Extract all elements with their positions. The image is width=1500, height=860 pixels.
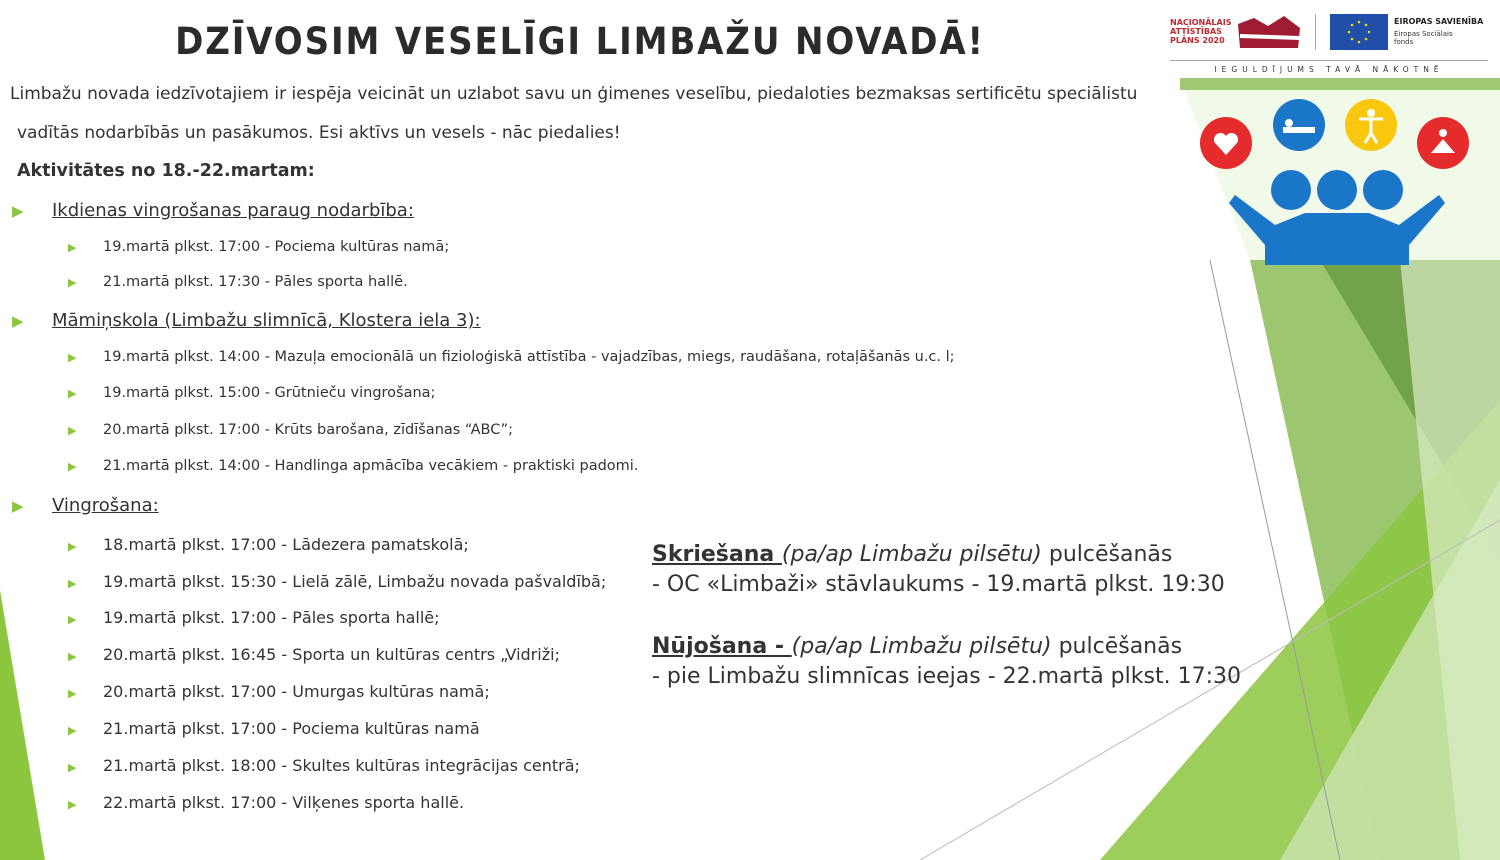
section-header: ▶ Vingrošana: [12, 495, 159, 516]
bullet-arrow-icon: ▶ [12, 202, 24, 220]
bullet-arrow-icon: ▶ [68, 577, 77, 590]
list-item: ▶ 19.martā plkst. 14:00 - Mazuļa emocionālā un fizioloģiskā attīstība - vajadzības, miegs, raudāšana, rotaļāšanās u.c. l; [68, 349, 955, 365]
section-header: ▶ Māmiņskola (Limbažu slimnīcā, Klostera iela 3): [12, 310, 481, 331]
bullet-arrow-icon: ▶ [68, 424, 77, 437]
bullet-arrow-icon: ▶ [68, 724, 77, 737]
bullet-arrow-icon: ▶ [12, 497, 24, 515]
bullet-arrow-icon: ▶ [68, 241, 77, 254]
list-item: ▶ 20.martā plkst. 16:45 - Sporta un kultūras centrs „Vidriži; [68, 645, 560, 664]
bullet-arrow-icon: ▶ [68, 540, 77, 553]
activities-heading: Aktivitātes no 18.-22.martam: [17, 161, 315, 181]
page-title: DZĪVOSIM VESELĪGI LIMBAŽU NOVADĀ! [175, 20, 985, 63]
list-item: ▶ 20.martā plkst. 17:00 - Umurgas kultūras namā; [68, 682, 490, 701]
health-people-illustration [1195, 95, 1480, 265]
intro-line-1: Limbažu novada iedzīvotajiem ir iespēja veicināt un uzlabot savu un ģimenes veselību, piedaloties bezmaksas sertificētu speciālistu [10, 84, 1138, 104]
bullet-arrow-icon: ▶ [68, 761, 77, 774]
section-header: ▶ Ikdienas vingrošanas paraug nodarbība: [12, 200, 414, 221]
running-info: Skriešana (pa/ap Limbažu pilsētu) pulcēšanās - OC «Limbaži» stāvlaukums - 19.martā plkst. 19:30 [652, 542, 1225, 597]
list-item: ▶ 19.martā plkst. 17:00 - Pāles sporta hallē; [68, 608, 440, 627]
list-item: ▶ 21.martā plkst. 17:30 - Pāles sporta hallē. [68, 274, 408, 290]
list-item: ▶ 21.martā plkst. 17:00 - Pociema kultūras namā [68, 719, 480, 738]
people-group-icon [1229, 170, 1445, 265]
bullet-arrow-icon: ▶ [68, 351, 77, 364]
slogan: IEGULDĪJUMS TAVĀ NĀKOTNĒ [1214, 65, 1444, 74]
bullet-arrow-icon: ▶ [68, 687, 77, 700]
eu-title: EIROPAS SAVIENĪBA [1394, 17, 1484, 26]
bullet-arrow-icon: ▶ [68, 460, 77, 473]
npp-logo-text: NACIONĀLAIS ATTĪSTĪBAS PLĀNS 2020 [1170, 18, 1232, 45]
list-item: ▶ 18.martā plkst. 17:00 - Lādezera pamatskolā; [68, 535, 469, 554]
bullet-arrow-icon: ▶ [68, 387, 77, 400]
list-item: ▶ 19.martā plkst. 17:00 - Pociema kultūras namā; [68, 239, 450, 255]
sleep-icon [1273, 99, 1325, 151]
bullet-arrow-icon: ▶ [68, 798, 77, 811]
list-item: ▶ 22.martā plkst. 17:00 - Vilķenes sporta hallē. [68, 793, 465, 812]
intro-line-2: vadītās nodarbībās un pasākumos. Esi aktīvs un vesels - nāc piedalies! [17, 123, 621, 143]
logos-banner [1170, 14, 1500, 84]
bullet-arrow-icon: ▶ [68, 613, 77, 626]
list-item: ▶ 19.martā plkst. 15:30 - Lielā zālē, Limbažu novada pašvaldībā; [68, 572, 607, 591]
list-item: ▶ 21.martā plkst. 18:00 - Skultes kultūras integrācijas centrā; [68, 756, 580, 775]
list-item: ▶ 19.martā plkst. 15:00 - Grūtnieču vingrošana; [68, 385, 436, 401]
nordic-walking-info: Nūjošana - (pa/ap Limbažu pilsētu) pulcēšanās - pie Limbažu slimnīcas ieejas - 22.martā plkst. 17:30 [652, 634, 1241, 689]
eu-flag-icon [1330, 14, 1388, 50]
bullet-arrow-icon: ▶ [68, 276, 77, 289]
bullet-arrow-icon: ▶ [68, 650, 77, 663]
list-item: ▶ 21.martā plkst. 14:00 - Handlinga apmācība vecākiem - praktiski padomi. [68, 458, 639, 474]
bullet-arrow-icon: ▶ [12, 312, 24, 330]
latvia-map-icon [1234, 14, 1304, 50]
list-item: ▶ 20.martā plkst. 17:00 - Krūts barošana, zīdīšanas “ABC”; [68, 422, 513, 438]
eu-subtitle: Eiropas Sociālais fonds [1394, 30, 1453, 46]
